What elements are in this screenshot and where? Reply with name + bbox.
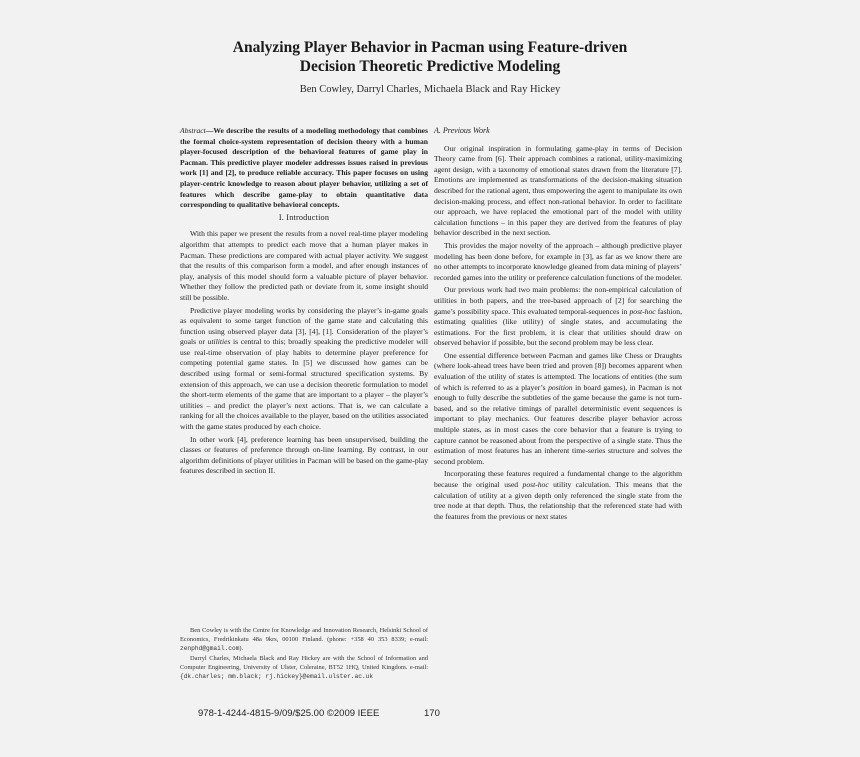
prev-p4-text-a: One essential difference between Pacman and games like Chess or Draughts (where look-ahead trees have been tried and proven [8]) becomes apparent when evaluation of the utility of states is attempted. The locations of entities (the sum of which is referred to as a player’s bbox=[434, 350, 682, 392]
prev-p3-text-b: fashion, estimating qualities (like utility) of single states, and accumulating the estimations. For the first problem, it is clear that utilities should draw on observed behavior if possible, but the second problem may be less clear. bbox=[434, 306, 683, 348]
intro-p2-text-a: Predictive player modeling works by considering the player’s in-game goals as equivalent to some target function of the game state and calculating this function using observed player data [3], [4], [1]. Consideration of the player’s goals or bbox=[180, 305, 428, 347]
paper-title bbox=[120, 38, 740, 76]
page-number: 170 bbox=[424, 708, 440, 719]
author-footnote bbox=[180, 626, 428, 682]
author-list: Ben Cowley, Darryl Charles, Michaela Black and Ray Hickey bbox=[299, 84, 561, 95]
prev-p5-text-b: utility calculation. This means that the calculation of utility at a given depth only referenced the single state from the tree node at that depth. Thus, the relationship that the referenced state had with the features from the previous or next states bbox=[434, 480, 682, 521]
footnote-2-text: Darryl Charles, Michaela Black and Ray Hickey are with the School of Information and Computer Engineering, University of Ulster, Coleraine, BT52 1HQ, United Kingdom. e-mail: bbox=[180, 655, 428, 671]
title-line-1: Analyzing Player Behavior in Pacman using Feature-driven bbox=[232, 39, 628, 56]
footnote-1-email: zenphd@gmail.com bbox=[180, 645, 240, 652]
intro-paragraph-2 bbox=[180, 306, 428, 433]
prev-work-paragraph-3 bbox=[434, 285, 682, 349]
prev-p4-emphasis: position bbox=[548, 382, 573, 392]
prev-p3-text-a: Our previous work had two main problems: the non-empirical calculation of utilities in both papers, and the tree-based approach of [2] for searching the game’s possibility space. This evaluated temporal-sequences in bbox=[434, 285, 682, 316]
prev-work-paragraph-2: This provides the major novelty of the approach – although predictive player modeling has been done before, for example in [3], as far as we know there are no other attempts to incorporate knowledge gleaned from data mining of players’ recorded games into the utility or preference calculation functions of the modeler. bbox=[434, 240, 682, 282]
prev-p5-text-a: Incorporating these features required a fundamental change to the algorithm because the original used bbox=[434, 469, 682, 489]
intro-p2-emphasis: utilities bbox=[207, 337, 231, 347]
footnote-2-email: {dk.charles; mm.black; rj.hickey}@email.ulster.ac.uk bbox=[180, 673, 374, 680]
left-column bbox=[180, 126, 428, 479]
subsection-heading-previous-work: A. Previous Work bbox=[434, 126, 490, 135]
right-column bbox=[434, 126, 682, 524]
prev-work-paragraph-1: Our original inspiration in formulating game-play in terms of Decision Theory came from [6]. Their approach combines a rational, utility-maximizing agent design, with a taxonomy of emotional states drawn from the literature [7]. Emotions are implemented as transformations of the decision-making situation described for the rational agent, thus empowering the agent to manipulate its own decision-making process, and effect non-rational behavior. In order to facilitate our approach, we have replaced the emotional part of the model with utility calculation functions – in this paper they are derived from the features of play behavior described in the next section. bbox=[434, 143, 682, 238]
abstract-lead: Abstract bbox=[180, 126, 206, 135]
footnote-1-end: ). bbox=[239, 645, 244, 652]
prev-work-paragraph-4 bbox=[434, 351, 682, 468]
prev-p4-text-b: in board games), in Pacman is not enough to fully describe the subtleties of the game because the game is not turn-based, and so the relative timings of parallel deterministic event sequences is important to play mechanics. Our features describe player behavior across multiple states, as in most cases the core behavior that a feature is trying to capture cannot be reasoned about from the perspective of a single state. Thus the estimation of most features has an inherent time-series structure and solves the second problem. bbox=[434, 382, 682, 466]
intro-p2-text-b: is central to this; broadly speaking the predictive modeler will use real-time observation of play habits to determine player preference for competing potential game states. In [5] we discussed how games can be described using formal or semi-formal structured specification systems. By extension of this approach, we can use a decision theoretic formulation to model the short-term elements of the game that are important to a player – the player’s utilities – and predict the player’s next actions. That is, we can calculate a ranking for all the choices available to the player, based on the utilities associated with the game states produced by each choice. bbox=[180, 337, 429, 432]
footer-isbn: 978-1-4244-4815-9/09/$25.00 ©2009 IEEE bbox=[198, 708, 380, 719]
intro-paragraph-1: With this paper we present the results from a novel real-time player modeling algorithm that attempts to predict each move that a human player makes in Pacman. These predictions are compared with actual player activity. We suggest that the results of this comparison form a model, and after enough instances of play, analysis of this model should form a valuable picture of player behavior. Whether they follow the predicted path or deviate from it, some insight should still be possible. bbox=[180, 229, 428, 302]
intro-paragraph-3: In other work [4], preference learning has been unsupervised, building the classes or features of preference through on-line learning. By contrast, in our algorithm definitions of player utilities in Pacman will be based on the game-play features described in section II. bbox=[180, 434, 429, 476]
prev-work-paragraph-5 bbox=[434, 469, 682, 522]
footnote-1-text: Ben Cowley is with the Centre for Knowledge and Innovation Research, Helsinki School of Economics, Fredrikinkatu 48a 9krs, 00100 Finland. (phone: +358 40 353 8339; e-mail: bbox=[180, 627, 428, 643]
prev-p5-emphasis: post-hoc bbox=[522, 480, 549, 489]
title-line-2: Decision Theoretic Predictive Modeling bbox=[299, 58, 561, 75]
prev-p3-emphasis: post-hoc bbox=[629, 306, 656, 316]
section-heading-introduction: I. Introduction bbox=[278, 212, 330, 222]
abstract-body: —We describe the results of a modeling methodology that combines the formal choice-system representation of decision theory with a human player-focused description of the behavioral features of game play in Pacman. This predictive player modeler addresses issues raised in previous work [1] and [2], to produce reliable accuracy. This paper focuses on using player-centric knowledge to reason about player behavior, utilizing a set of features which describe game-play to obtain quantitative data corresponding to qualitative behavioral concepts. bbox=[180, 126, 428, 210]
footnote-affiliation-1 bbox=[180, 626, 428, 653]
footnote-affiliation-2 bbox=[180, 654, 428, 681]
abstract bbox=[180, 126, 428, 211]
